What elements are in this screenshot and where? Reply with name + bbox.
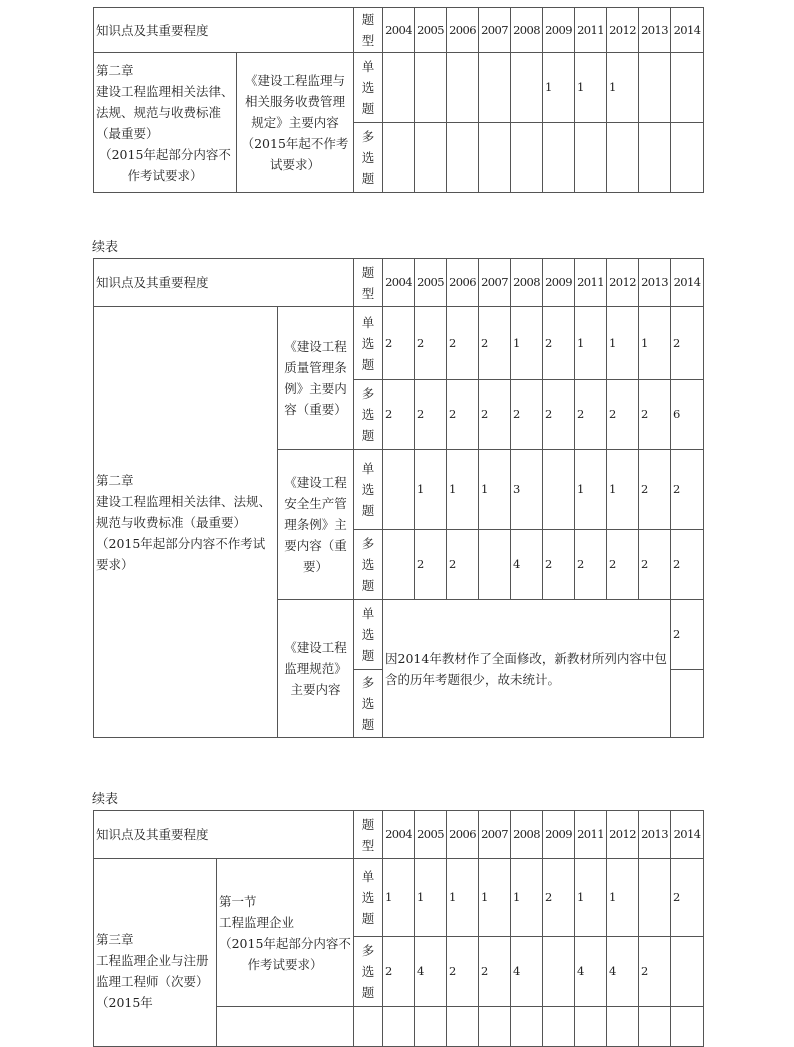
count-cell: 2 xyxy=(543,380,575,450)
count-cell: 4 xyxy=(415,937,447,1007)
count-cell xyxy=(671,670,704,738)
knowledge-header: 知识点及其重要程度 xyxy=(94,8,354,53)
type-header: 题型 xyxy=(354,8,383,53)
chapter-cell: 第二章 建设工程监理相关法律、法规、规范与收费标准（最重要） （2015年起部分内容不作考试要求） xyxy=(94,53,237,193)
year-header: 2004 xyxy=(383,259,415,307)
count-cell: 1 xyxy=(383,859,415,937)
exam-table-3 xyxy=(93,810,704,1047)
year-header: 2014 xyxy=(671,811,704,859)
count-cell xyxy=(447,123,479,193)
year-header: 2013 xyxy=(639,259,671,307)
count-cell xyxy=(479,123,511,193)
count-cell: 3 xyxy=(511,450,543,530)
year-header: 2007 xyxy=(479,8,511,53)
count-cell: 1 xyxy=(543,53,575,123)
year-header: 2008 xyxy=(511,259,543,307)
count-cell: 2 xyxy=(479,937,511,1007)
count-cell: 1 xyxy=(447,450,479,530)
single-choice-label: 单选题 xyxy=(354,53,383,123)
table-row xyxy=(94,859,704,937)
chapter-cell: 第三章 工程监理企业与注册监理工程师（次要）（2015年 xyxy=(94,859,217,1047)
count-cell xyxy=(447,53,479,123)
count-cell: 2 xyxy=(479,307,511,380)
single-choice-label: 单选题 xyxy=(354,307,383,380)
single-choice-label: 单选题 xyxy=(354,600,383,670)
count-cell: 2 xyxy=(511,380,543,450)
count-cell: 2 xyxy=(447,307,479,380)
year-header: 2005 xyxy=(415,8,447,53)
year-header: 2009 xyxy=(543,259,575,307)
count-cell xyxy=(607,123,639,193)
year-header: 2008 xyxy=(511,811,543,859)
table-row xyxy=(94,307,704,380)
count-cell: 1 xyxy=(415,450,447,530)
count-cell: 4 xyxy=(607,937,639,1007)
year-header: 2005 xyxy=(415,259,447,307)
count-cell: 2 xyxy=(639,450,671,530)
count-cell xyxy=(511,123,543,193)
year-header: 2009 xyxy=(543,8,575,53)
year-header: 2007 xyxy=(479,259,511,307)
count-cell xyxy=(383,450,415,530)
count-cell xyxy=(639,123,671,193)
count-cell: 2 xyxy=(671,307,704,380)
type-header: 题型 xyxy=(354,811,383,859)
multi-choice-label: 多选题 xyxy=(354,123,383,193)
year-header: 2012 xyxy=(607,8,639,53)
year-header: 2006 xyxy=(447,8,479,53)
count-cell: 2 xyxy=(639,937,671,1007)
count-cell: 4 xyxy=(575,937,607,1007)
count-cell: 2 xyxy=(639,380,671,450)
count-cell: 2 xyxy=(639,530,671,600)
type-header: 题型 xyxy=(354,259,383,307)
count-cell: 1 xyxy=(575,859,607,937)
count-cell: 1 xyxy=(511,307,543,380)
year-header: 2009 xyxy=(543,811,575,859)
count-cell: 2 xyxy=(543,530,575,600)
count-cell: 2 xyxy=(447,380,479,450)
year-header: 2007 xyxy=(479,811,511,859)
year-header: 2014 xyxy=(671,259,704,307)
year-header: 2006 xyxy=(447,811,479,859)
count-cell xyxy=(383,53,415,123)
count-cell: 1 xyxy=(607,53,639,123)
count-cell xyxy=(383,530,415,600)
count-cell: 2 xyxy=(543,859,575,937)
year-header: 2005 xyxy=(415,811,447,859)
count-cell: 2 xyxy=(607,380,639,450)
count-cell: 1 xyxy=(639,307,671,380)
count-cell xyxy=(639,53,671,123)
count-cell xyxy=(383,123,415,193)
count-cell: 2 xyxy=(415,530,447,600)
count-cell: 1 xyxy=(575,53,607,123)
year-header: 2013 xyxy=(639,811,671,859)
count-cell: 4 xyxy=(511,530,543,600)
count-cell: 1 xyxy=(575,450,607,530)
count-cell xyxy=(415,123,447,193)
year-header: 2008 xyxy=(511,8,543,53)
multi-choice-label: 多选题 xyxy=(354,530,383,600)
count-cell xyxy=(543,937,575,1007)
year-header: 2013 xyxy=(639,8,671,53)
table-header-row xyxy=(94,259,704,307)
exam-table-1 xyxy=(93,7,704,193)
section-cell: 《建设工程监理与相关服务收费管理规定》主要内容（2015年起不作考试要求） xyxy=(237,53,354,193)
year-header: 2014 xyxy=(671,8,704,53)
count-cell: 1 xyxy=(479,859,511,937)
count-cell xyxy=(415,53,447,123)
count-cell xyxy=(511,53,543,123)
count-cell xyxy=(639,859,671,937)
count-cell: 1 xyxy=(447,859,479,937)
table-header-row xyxy=(94,8,704,53)
count-cell: 2 xyxy=(543,307,575,380)
table-row xyxy=(94,53,704,123)
section-cell: 《建设工程监理规范》主要内容 xyxy=(278,600,354,738)
count-cell: 1 xyxy=(607,450,639,530)
section-cell: 第一节 工程监理企业 （2015年起部分内容不作考试要求） xyxy=(217,859,354,1007)
knowledge-header: 知识点及其重要程度 xyxy=(94,811,354,859)
count-cell: 1 xyxy=(415,859,447,937)
table-header-row xyxy=(94,811,704,859)
count-cell: 2 xyxy=(671,859,704,937)
count-cell: 4 xyxy=(511,937,543,1007)
year-header: 2011 xyxy=(575,811,607,859)
count-cell: 1 xyxy=(479,450,511,530)
multi-choice-label: 多选题 xyxy=(354,670,383,738)
continued-caption: 续表 xyxy=(92,240,119,255)
count-cell: 2 xyxy=(479,380,511,450)
count-cell xyxy=(671,937,704,1007)
count-cell: 2 xyxy=(415,380,447,450)
multi-choice-label: 多选题 xyxy=(354,937,383,1007)
count-cell xyxy=(479,53,511,123)
count-cell xyxy=(575,123,607,193)
year-header: 2006 xyxy=(447,259,479,307)
count-cell: 2 xyxy=(671,450,704,530)
single-choice-label: 单选题 xyxy=(354,450,383,530)
count-cell: 1 xyxy=(575,307,607,380)
year-header: 2012 xyxy=(607,811,639,859)
exam-table-2 xyxy=(93,258,704,738)
count-cell: 2 xyxy=(383,937,415,1007)
count-cell xyxy=(543,450,575,530)
knowledge-header: 知识点及其重要程度 xyxy=(94,259,354,307)
count-cell: 6 xyxy=(671,380,704,450)
count-cell: 2 xyxy=(383,307,415,380)
count-cell: 1 xyxy=(511,859,543,937)
count-cell: 2 xyxy=(671,600,704,670)
count-cell: 2 xyxy=(383,380,415,450)
count-cell xyxy=(543,123,575,193)
count-cell: 2 xyxy=(607,530,639,600)
count-cell: 1 xyxy=(607,307,639,380)
count-cell: 2 xyxy=(447,937,479,1007)
multi-choice-label: 多选题 xyxy=(354,380,383,450)
year-header: 2011 xyxy=(575,259,607,307)
count-cell: 1 xyxy=(607,859,639,937)
section-cell: 《建设工程质量管理条例》主要内容（重要） xyxy=(278,307,354,450)
year-header: 2012 xyxy=(607,259,639,307)
count-cell: 2 xyxy=(447,530,479,600)
not-counted-note: 因2014年教材作了全面修改，新教材所列内容中包含的历年考题很少，故未统计。 xyxy=(383,600,671,738)
count-cell: 2 xyxy=(415,307,447,380)
year-header: 2011 xyxy=(575,8,607,53)
count-cell xyxy=(671,53,704,123)
count-cell xyxy=(671,123,704,193)
section-cell: 《建设工程安全生产管理条例》主要内容（重要） xyxy=(278,450,354,600)
count-cell: 2 xyxy=(671,530,704,600)
count-cell xyxy=(479,530,511,600)
continued-caption: 续表 xyxy=(92,792,119,807)
year-header: 2004 xyxy=(383,811,415,859)
chapter-cell: 第二章 建设工程监理相关法律、法规、规范与收费标准（最重要）（2015年起部分内容不作考试要求） xyxy=(94,307,278,738)
year-header: 2004 xyxy=(383,8,415,53)
single-choice-label: 单选题 xyxy=(354,859,383,937)
count-cell: 2 xyxy=(575,380,607,450)
count-cell: 2 xyxy=(575,530,607,600)
